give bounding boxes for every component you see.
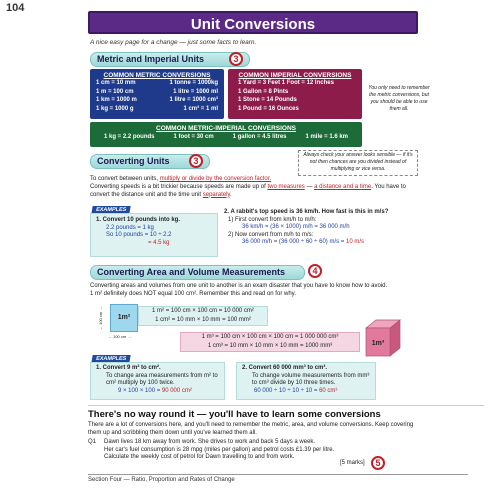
marks-label: [5 marks]	[340, 460, 365, 466]
converting-units-paragraph-1	[90, 176, 420, 184]
example-step: 1) First convert from km/h to m/h:	[228, 216, 317, 223]
text-run: 60 000 ÷ 10 ÷ 10 ÷ 10 =	[254, 387, 320, 394]
imperial-conversions-box	[228, 69, 362, 119]
imperial-conversions-list	[228, 79, 362, 113]
square-dimension-label: ← 100 cm →	[98, 306, 103, 330]
volume-example-box	[236, 362, 376, 400]
square-dimension-label: ← 100 cm →	[108, 334, 132, 339]
example-2-box	[224, 209, 484, 259]
metric-conversions-heading: COMMON METRIC CONVERSIONS	[103, 72, 211, 79]
text-run: 9 × 100 × 100 =	[118, 387, 162, 394]
difficulty-badge: 3	[229, 52, 243, 66]
converting-units-paragraph-2	[90, 184, 420, 199]
metric-imperial-fact: 1 mile = 1.6 km	[305, 134, 348, 140]
section-heading-text: Metric and Imperial Units	[97, 54, 205, 64]
metric-imperial-box	[90, 122, 362, 147]
volume-conversion-line: 1 cm³ = 10 mm × 10 mm × 10 mm = 1000 mm³	[207, 343, 333, 349]
conversion-fact: 1 cm³ = 1 ml	[183, 105, 218, 112]
cubic-metre-illustration	[362, 318, 402, 360]
square-metre-illustration: 1m²	[110, 304, 138, 332]
volume-conversion-box	[180, 332, 360, 352]
metric-imperial-fact: 1 gallon = 4.5 litres	[232, 134, 287, 140]
metric-conversion-row	[90, 88, 224, 97]
area-example-box	[90, 362, 225, 400]
conversion-fact: 1 litre = 1000 cm³	[169, 97, 218, 103]
conversion-fact: 1 tonne = 1000kg	[169, 80, 218, 86]
difficulty-badge: 4	[308, 264, 322, 278]
text-run: —	[304, 184, 315, 190]
example-line: 2.2 pounds = 1 kg	[106, 224, 154, 231]
example-question: 2. Convert 60 000 mm³ to cm³.	[242, 365, 328, 371]
metric-conversion-row	[90, 79, 224, 88]
question-label: Q1	[88, 439, 97, 445]
metric-imperial-list	[90, 132, 362, 143]
text-run: Converting speeds is a bit trickier because speeds are made up of	[90, 184, 268, 190]
example-answer: 10 m/s	[345, 239, 364, 245]
metric-conversions-box	[90, 69, 224, 119]
examples-label: EXAMPLES	[91, 206, 131, 214]
footer-divider	[88, 474, 468, 475]
section-heading-area-volume	[90, 265, 305, 280]
example-answer: 60 cm³	[319, 387, 338, 394]
metric-conversions-list	[90, 79, 224, 113]
page-number: 104	[6, 2, 25, 14]
conversion-fact: 1 kg = 1000 g	[96, 105, 134, 112]
cube-label: 1m³	[371, 340, 385, 347]
example-question: 2. A rabbit's top speed is 36 km/h. How fast is this in m/s?	[224, 209, 389, 215]
example-question: 1. Convert 9 m² to cm².	[96, 365, 161, 371]
highlighted-text: a distance and a time	[314, 184, 372, 190]
summary-paragraph: There are a lot of conversions here, and you'll need to remember the metric, area, and volume conversions. Keep covering them up and scribbling them down until you've learned them all.	[88, 422, 414, 436]
metric-imperial-fact: 1 kg = 2.2 pounds	[104, 134, 155, 140]
practice-question	[88, 439, 484, 462]
conversion-fact: 1 km = 1000 m	[96, 97, 137, 103]
example-calculation	[96, 388, 219, 396]
metric-conversion-row	[90, 96, 224, 105]
area-conversion-line: 1 cm² = 10 mm × 10 mm = 100 mm²	[155, 317, 251, 323]
example-question: 1. Convert 10 pounds into kg.	[96, 217, 181, 223]
example-1-box	[90, 213, 218, 257]
question-line: Her car's fuel consumption is 28 mpg (miles per gallon) and petrol costs £1.39 per litre.	[104, 446, 335, 453]
imperial-conversion-row: 1 Gallon = 8 Pints	[238, 88, 289, 95]
text-run: .	[229, 191, 232, 198]
text-run: To convert between units,	[90, 176, 160, 182]
volume-conversion-line: 1 m³ = 100 cm × 100 cm × 100 cm = 1 000 000 cm³	[201, 334, 339, 340]
page-title: Unit Conversions	[88, 11, 418, 34]
intro-text: A nice easy page for a change — just some facts to learn.	[90, 39, 257, 46]
example-line	[224, 239, 484, 247]
example-step: 2) Now convert from m/h to m/s:	[228, 231, 314, 238]
example-body: To change volume measurements from mm³ to cm³ divide by 10 three times.	[252, 372, 370, 386]
conversion-fact: 1 m = 100 cm	[96, 88, 134, 95]
section-heading-text: Converting Area and Volume Measurements	[97, 267, 286, 277]
imperial-conversion-row: 1 Pound = 16 Ounces	[238, 105, 299, 112]
example-body: To change area measurements from m² to cm² multiply by 100 twice.	[106, 372, 218, 386]
area-conversion-box	[138, 306, 268, 326]
examples-label: EXAMPLES	[91, 355, 131, 363]
section-heading-metric-imperial	[90, 52, 250, 67]
text-run: . You have to convert the distance unit and the time unit	[90, 184, 406, 198]
example-line: So 10 pounds = 10 ÷ 2.2	[106, 232, 172, 238]
question-line: Dawn lives 18 km away from work. She drives to work and back 5 days a week.	[104, 439, 316, 445]
section-footer: Section Four — Ratio, Proportion and Rates of Change	[88, 477, 235, 483]
difficulty-badge: 5	[371, 456, 385, 470]
imperial-conversion-row: 1 Stone = 14 Pounds	[238, 97, 297, 103]
highlighted-text: separately	[202, 191, 230, 198]
section-heading-text: Converting Units	[97, 156, 170, 166]
area-volume-paragraph: Converting areas and volumes from one unit to another is an exam disaster that you have to know how to avoid. 1 m² definitely does NOT equal 100 cm². Remember this and read on for why.	[90, 283, 388, 297]
difficulty-badge: 3	[189, 154, 203, 168]
conversion-fact: 1 cm = 10 mm	[96, 80, 136, 86]
text-run: 36 000 m/h = (36 000 ÷ 60 ÷ 60) m/s =	[242, 239, 346, 245]
side-note-check-answer: Always check your answer looks sensible — if it's not then chances are you divided instead of multiplying or vice versa.	[298, 150, 418, 176]
side-note-metric: You only need to remember the metric conversions, but you should be able to use them all.	[368, 85, 430, 127]
highlighted-text: two measures	[267, 184, 305, 190]
summary-panel	[88, 405, 484, 471]
summary-heading: There's no way round it — you'll have to learn some conversions	[88, 409, 381, 420]
metric-imperial-fact: 1 foot = 30 cm	[173, 134, 214, 140]
area-conversion-line: 1 m² = 100 cm × 100 cm = 10 000 cm²	[152, 308, 254, 314]
highlighted-text: multiply or divide by the conversion factor.	[159, 176, 272, 182]
example-answer: 90 000 cm²	[161, 387, 192, 394]
example-calculation	[242, 388, 370, 396]
metric-imperial-heading: COMMON METRIC-IMPERIAL CONVERSIONS	[156, 125, 296, 132]
imperial-conversion-row: 1 Yard = 3 Feet 1 Foot = 12 Inches	[238, 80, 334, 86]
imperial-conversions-heading: COMMON IMPERIAL CONVERSIONS	[238, 72, 352, 79]
example-answer: = 4.5 kg	[148, 239, 170, 246]
conversion-fact: 1 litre = 1000 ml	[173, 88, 218, 95]
metric-conversion-row	[90, 105, 224, 114]
question-line: Calculate the weekly cost of petrol for Dawn travelling to and from work.	[104, 454, 295, 460]
example-line: 36 km/h = (36 × 1000) m/h = 36 000 m/h	[242, 224, 350, 230]
